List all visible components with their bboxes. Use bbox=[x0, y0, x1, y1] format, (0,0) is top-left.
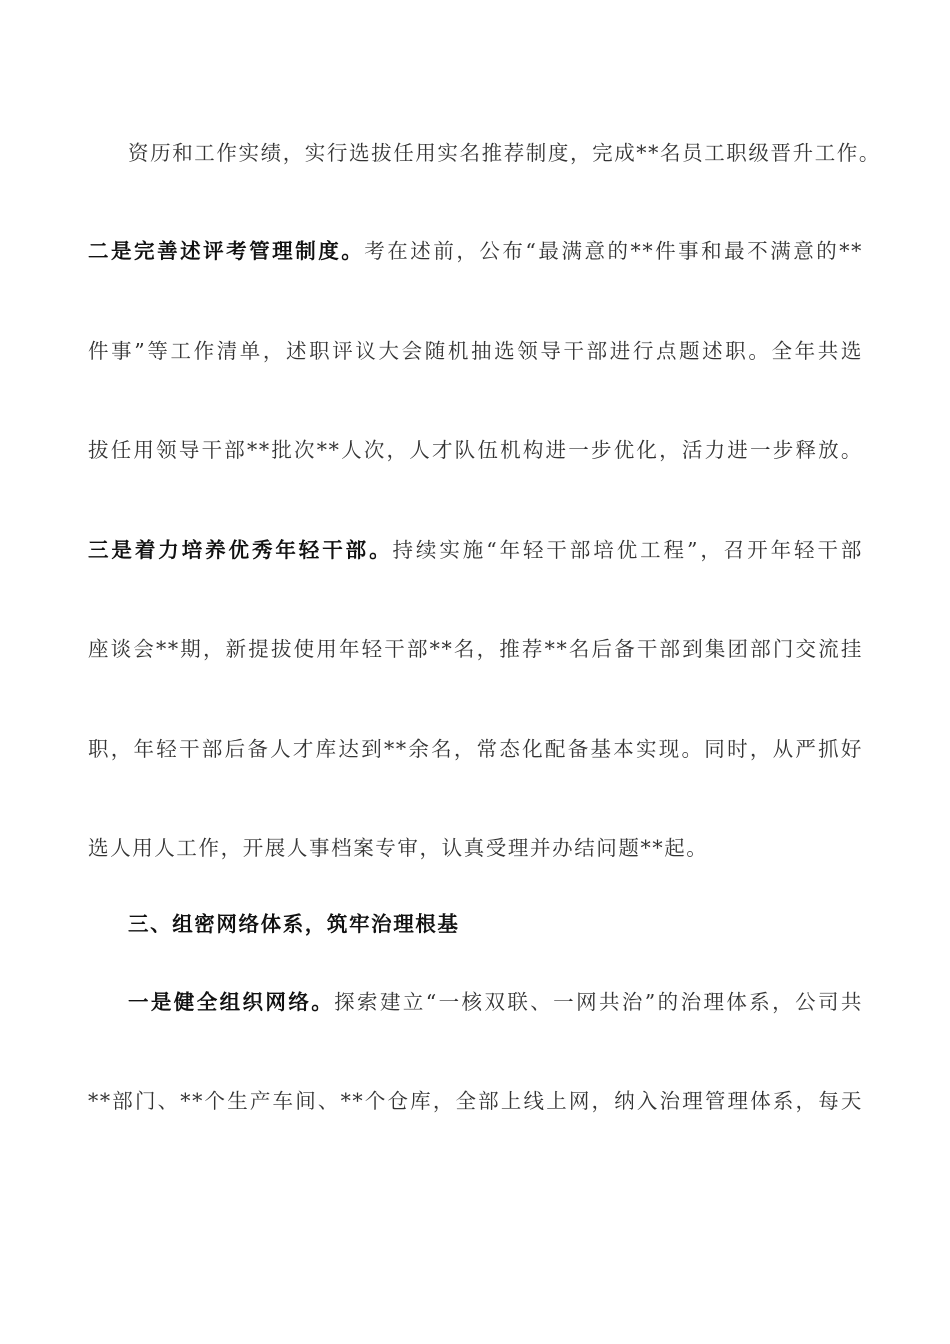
line-text: 职，年轻干部后备人才库达到**余名，常态化配备基本实现。同时，从严抓好 bbox=[88, 737, 863, 761]
line-text: **部门、**个生产车间、**个仓库，全部上线上网，纳入治理管理体系，每天 bbox=[88, 1089, 863, 1113]
lead-phrase: 一是健全组织网络。 bbox=[128, 990, 335, 1014]
line-text: 资历和工作实绩，实行选拔任用实名推荐制度，完成**名员工职级晋升工作。 bbox=[128, 141, 881, 165]
paragraph-line-1 bbox=[128, 138, 903, 168]
paragraph-line-3 bbox=[88, 336, 863, 366]
paragraph-line-5 bbox=[88, 535, 863, 565]
paragraph-line-4 bbox=[88, 435, 863, 465]
paragraph-line-8 bbox=[88, 833, 863, 863]
paragraph-line-6 bbox=[88, 634, 863, 664]
line-text: 考在述前，公布“最满意的**件事和最不满意的** bbox=[364, 239, 863, 263]
section-heading bbox=[128, 909, 903, 939]
line-text: 探索建立“一核双联、一网共治”的治理体系，公司共 bbox=[334, 990, 863, 1014]
paragraph-line-9 bbox=[128, 987, 863, 1017]
paragraph-line-2 bbox=[88, 236, 863, 266]
line-text: 拔任用领导干部**批次**人次，人才队伍机构进一步优化，活力进一步释放。 bbox=[88, 438, 863, 462]
line-text: 选人用人工作，开展人事档案专审，认真受理并办结问题**起。 bbox=[88, 836, 709, 860]
line-text: 件事”等工作清单，述职评议大会随机抽选领导干部进行点题述职。全年共选 bbox=[88, 339, 863, 363]
paragraph-line-7 bbox=[88, 734, 863, 764]
lead-phrase: 三是着力培养优秀年轻干部。 bbox=[88, 538, 393, 562]
line-text: 持续实施“年轻干部培优工程”，召开年轻干部 bbox=[392, 538, 863, 562]
line-text: 座谈会**期，新提拔使用年轻干部**名，推荐**名后备干部到集团部门交流挂 bbox=[88, 637, 863, 661]
paragraph-line-10 bbox=[88, 1086, 863, 1116]
lead-phrase: 二是完善述评考管理制度。 bbox=[88, 239, 365, 263]
heading-text: 三、组密网络体系，筑牢治理根基 bbox=[128, 912, 460, 936]
